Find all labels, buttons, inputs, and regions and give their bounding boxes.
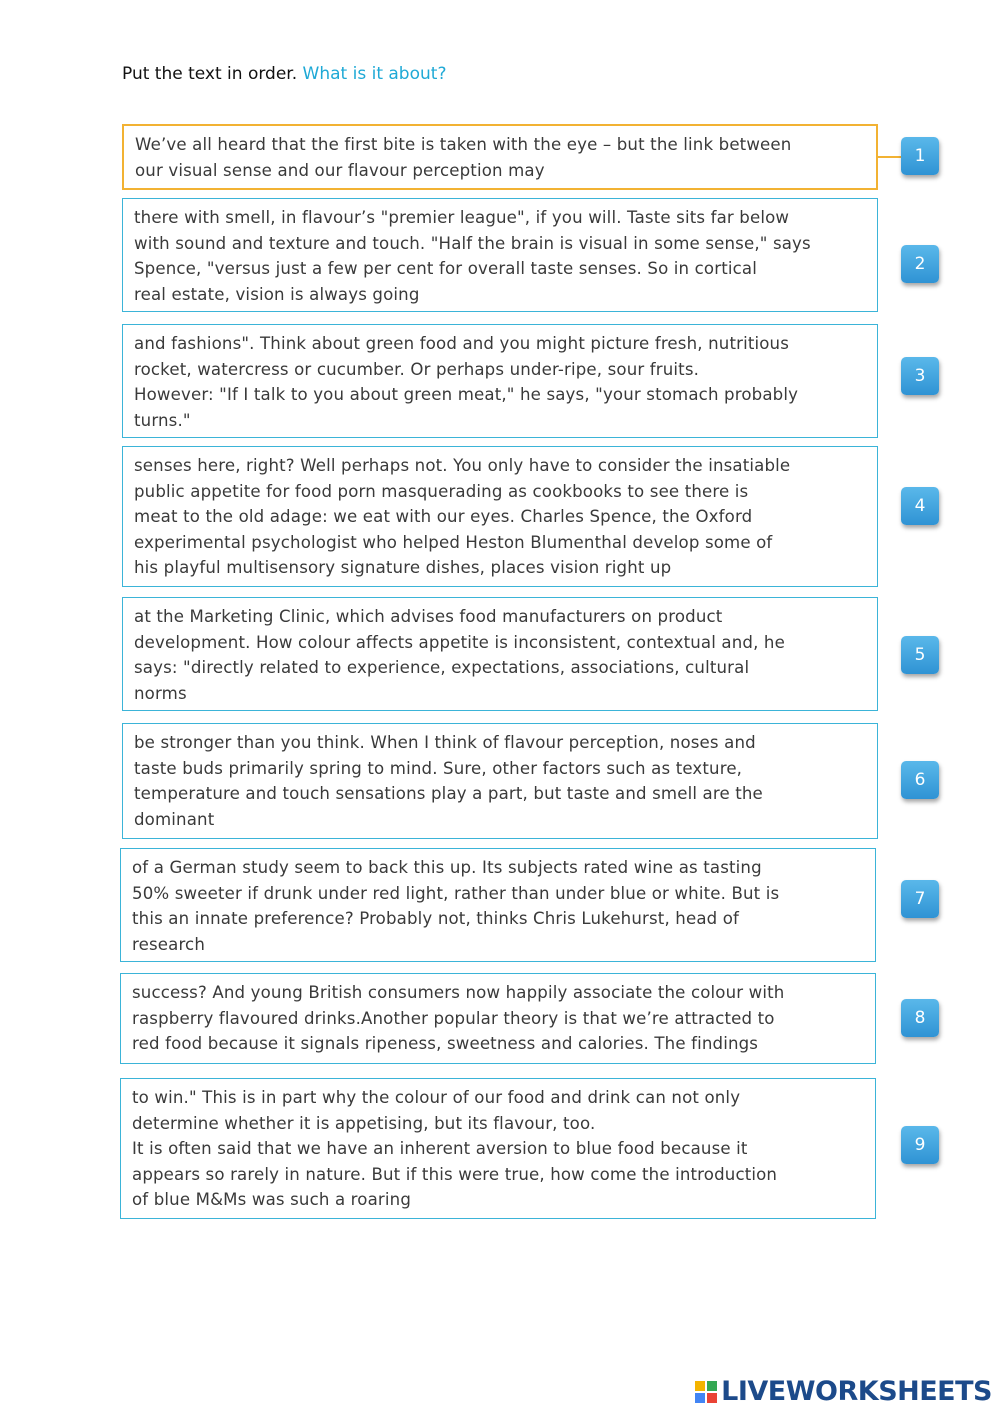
text-fragment-7[interactable] bbox=[120, 848, 876, 962]
logo-mark-icon bbox=[695, 1381, 717, 1403]
text-fragment-1[interactable] bbox=[122, 124, 878, 190]
fragment-text: We’ve all heard that the first bite is taken with the eye – but the link between our visual sense and our flavour perception may bbox=[135, 135, 792, 180]
order-number-4[interactable]: 4 bbox=[901, 487, 939, 525]
fragment-text: be stronger than you think. When I think of flavour perception, noses and taste buds primarily spring to mind. Sure, other factors such as texture, temperature and touch sensations play a part, but taste and smell are the dominant bbox=[134, 733, 763, 829]
order-number-2[interactable]: 2 bbox=[901, 245, 939, 283]
order-number-5[interactable]: 5 bbox=[901, 636, 939, 674]
instruction-question: What is it about? bbox=[302, 64, 447, 84]
liveworksheets-logo bbox=[695, 1376, 992, 1407]
fragment-text: of a German study seem to back this up. Its subjects rated wine as tasting 50% sweeter if drunk under red light, rather than under blue or white. But is this an innate preference? Probably not, thinks Chris Lukehurst, head of research bbox=[132, 858, 780, 954]
order-number-8[interactable]: 8 bbox=[901, 999, 939, 1037]
text-fragment-9[interactable] bbox=[120, 1078, 876, 1219]
text-fragment-3[interactable] bbox=[122, 324, 878, 438]
fragment-text: success? And young British consumers now happily associate the colour with raspberry flavoured drinks.Another popular theory is that we’re attracted to red food because it signals ripeness, sweetness and calories. The findings bbox=[132, 983, 785, 1054]
fragment-text: there with smell, in flavour’s "premier league", if you will. Taste sits far below with sound and texture and touch. "Half the brain is visual in some sense," says Spence, "versus just a few per cent for overall taste senses. So in cortical real estate, vision is always going bbox=[134, 208, 811, 304]
order-number-9[interactable]: 9 bbox=[901, 1126, 939, 1164]
order-number-6[interactable]: 6 bbox=[901, 761, 939, 799]
fragment-text: to win." This is in part why the colour of our food and drink can not only determine whether it is appetising, but its flavour, too. It is often said that we have an inherent aversion to blue food because it appears so rarely in nature. But if this were true, how come the introduction of blue M&Ms was such a roaring bbox=[132, 1088, 778, 1210]
text-fragment-4[interactable] bbox=[122, 446, 878, 587]
fragment-text: senses here, right? Well perhaps not. You only have to consider the insatiable public appetite for food porn masquerading as cookbooks to see there is meat to the old adage: we eat with our eyes. Charles Spence, the Oxford experimental psychologist who helped Heston Blumenthal develop some of his playful multisensory signature dishes, places vision right up bbox=[134, 456, 791, 578]
fragment-text: at the Marketing Clinic, which advises food manufacturers on product development. How colour affects appetite is inconsistent, contextual and, he says: "directly related to experience, expectations, associations, cultural norms bbox=[134, 607, 785, 703]
text-fragment-2[interactable] bbox=[122, 198, 878, 312]
instruction-text: Put the text in order. bbox=[122, 64, 298, 84]
text-fragment-6[interactable] bbox=[122, 723, 878, 839]
text-fragment-8[interactable] bbox=[120, 973, 876, 1064]
text-fragment-5[interactable] bbox=[122, 597, 878, 711]
selection-connector bbox=[878, 156, 902, 158]
order-number-7[interactable]: 7 bbox=[901, 880, 939, 918]
logo-text: LIVEWORKSHEETS bbox=[721, 1376, 992, 1407]
fragment-text: and fashions". Think about green food and you might picture fresh, nutritious rocket, watercress or cucumber. Or perhaps under-ripe, sour fruits. However: "If I talk to you about green meat," he says, "your stomach probably turns." bbox=[134, 334, 799, 430]
order-number-3[interactable]: 3 bbox=[901, 357, 939, 395]
instruction bbox=[122, 64, 446, 84]
order-number-1[interactable]: 1 bbox=[901, 137, 939, 175]
